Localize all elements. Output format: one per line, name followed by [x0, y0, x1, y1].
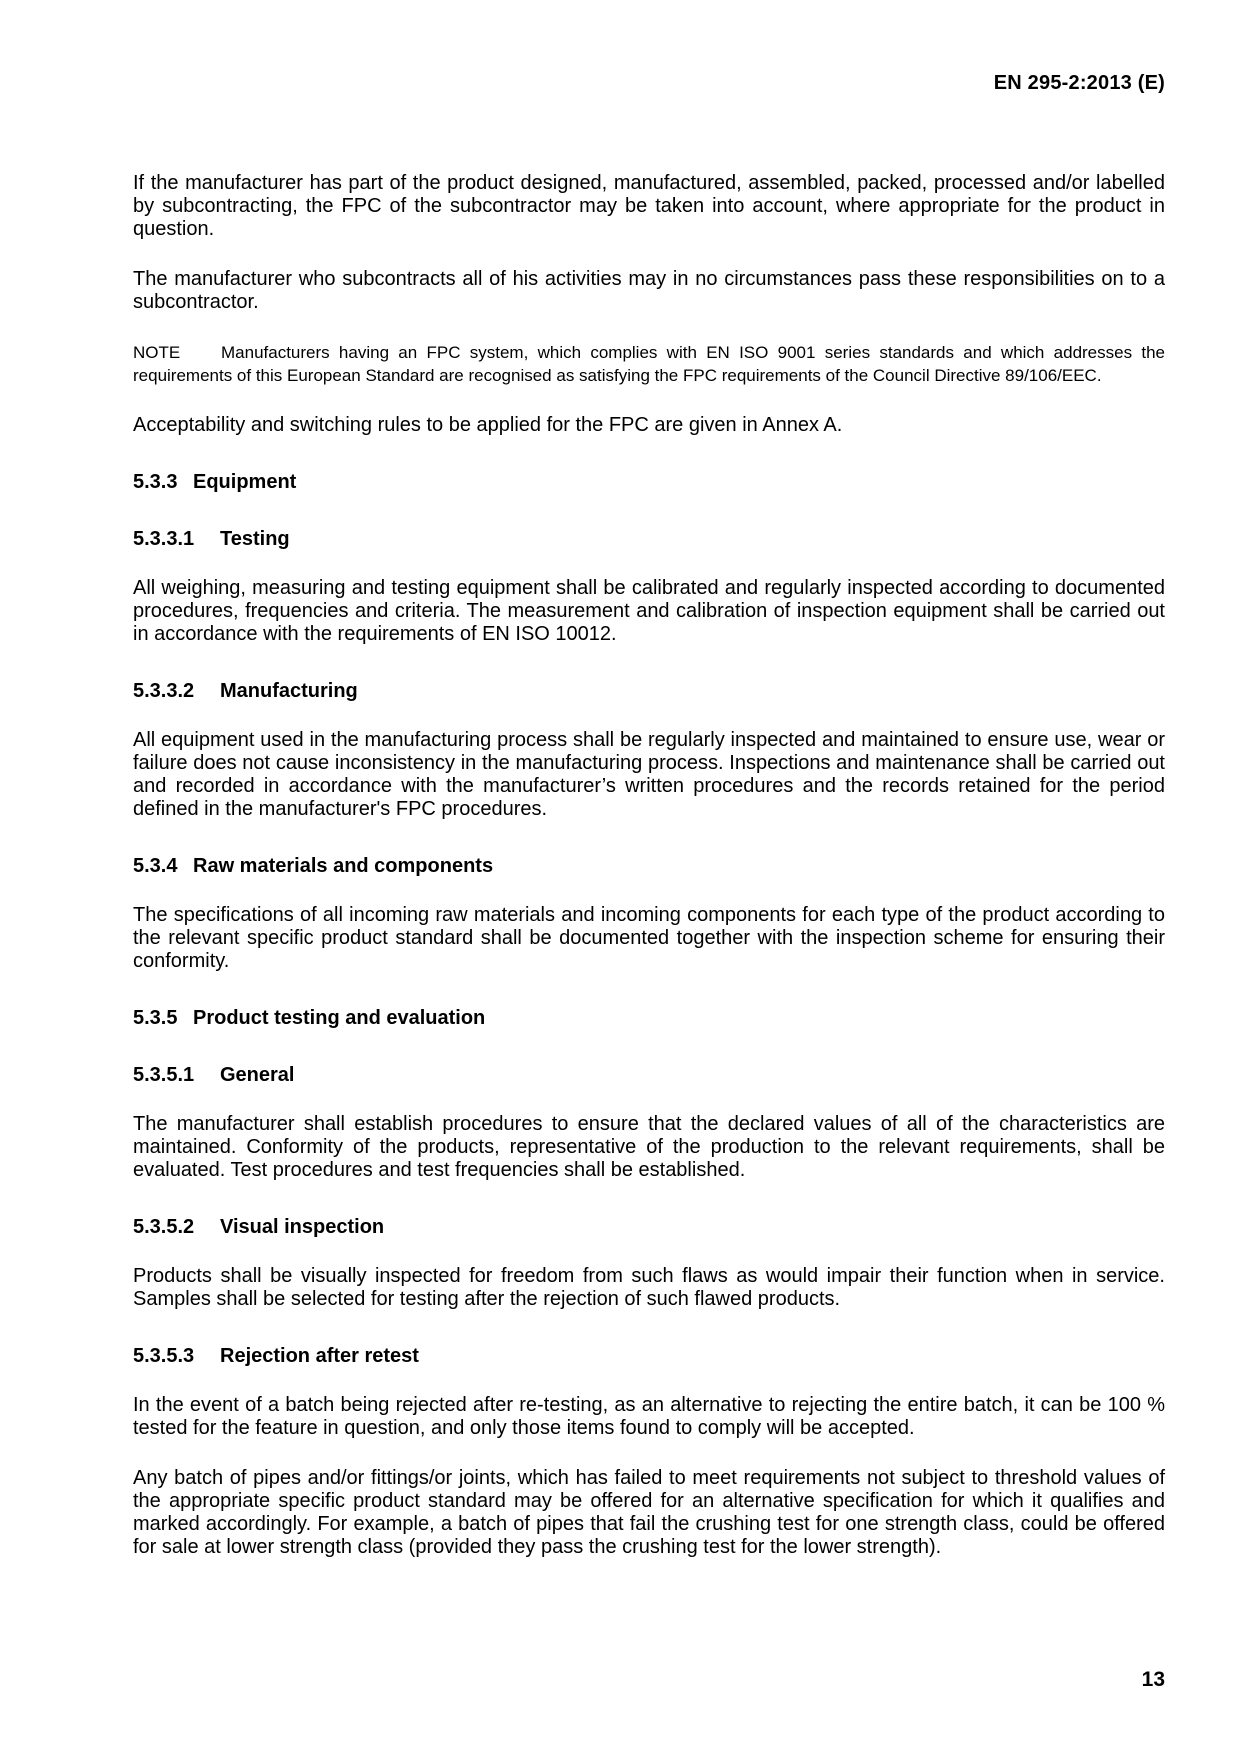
- para-manufacturing: All equipment used in the manufacturing process shall be regularly inspected and maintained to ensure use, wear or failure does not cause inconsistency in the manufacturing process. Inspections and maintenance shall be carried out and recorded in accordance with the manufacturer’s written procedures and the records retained for the period defined in the manufacturer's FPC procedures.: [133, 729, 1165, 820]
- para-raw-materials: The specifications of all incoming raw materials and incoming components for each type of the product according to the relevant specific product standard shall be documented together with the inspection scheme for ensuring their conformity.: [133, 904, 1165, 972]
- heading-number: 5.3.3.1: [133, 528, 195, 550]
- heading-title: Raw materials and components: [193, 855, 494, 877]
- heading-title: Manufacturing: [220, 680, 358, 702]
- heading-5-3-3: [133, 471, 1165, 494]
- note-text: Manufacturers having an FPC system, which complies with EN ISO 9001 series standards and which addresses the requirements of this European Standard are recognised as satisfying the FPC requirements of the Council Directive 89/106/EEC.: [133, 343, 1165, 385]
- document-body: [133, 172, 1165, 1559]
- para-rejection-retest-2: Any batch of pipes and/or fittings/or joints, which has failed to meet requirements not subject to threshold values of the appropriate specific product standard may be offered for an alternative specification for which it qualifies and marked accordingly. For example, a batch of pipes that fail the crushing test for one strength class, could be offered for sale at lower strength class (provided they pass the crushing test for the lower strength).: [133, 1467, 1165, 1558]
- heading-title: General: [220, 1064, 295, 1086]
- heading-title: Visual inspection: [220, 1216, 385, 1238]
- heading-5-3-5: [133, 1007, 1165, 1030]
- para-acceptability: Acceptability and switching rules to be applied for the FPC are given in Annex A.: [133, 414, 843, 436]
- heading-title: Product testing and evaluation: [193, 1007, 486, 1029]
- document-header-reference: EN 295-2:2013 (E): [993, 72, 1165, 94]
- heading-5-3-3-2: [133, 680, 1165, 703]
- para-subcontract-all: The manufacturer who subcontracts all of his activities may in no circumstances pass these responsibilities on to a subcontractor.: [133, 268, 1165, 313]
- heading-5-3-5-3: [133, 1345, 1165, 1368]
- heading-title: Rejection after retest: [220, 1345, 419, 1367]
- heading-number: 5.3.5.2: [133, 1216, 195, 1238]
- heading-number: 5.3.3: [133, 471, 178, 493]
- note-paragraph: [133, 341, 1165, 387]
- heading-number: 5.3.4: [133, 855, 178, 877]
- para-testing: All weighing, measuring and testing equipment shall be calibrated and regularly inspected according to documented procedures, frequencies and criteria. The measurement and calibration of inspection equipment shall be carried out in accordance with the requirements of EN ISO 10012.: [133, 577, 1165, 645]
- heading-number: 5.3.5.3: [133, 1345, 195, 1367]
- heading-5-3-5-1: [133, 1064, 1165, 1087]
- para-subcontract-part: If the manufacturer has part of the product designed, manufactured, assembled, packed, processed and/or labelled by subcontracting, the FPC of the subcontractor may be taken into account, where appropriate for the product in question.: [133, 172, 1165, 240]
- heading-5-3-4: [133, 855, 1165, 878]
- para-visual-inspection: Products shall be visually inspected for freedom from such flaws as would impair their function when in service. Samples shall be selected for testing after the rejection of such flawed products.: [133, 1265, 1165, 1310]
- heading-number: 5.3.5: [133, 1007, 178, 1029]
- para-rejection-retest-1: In the event of a batch being rejected after re-testing, as an alternative to rejecting the entire batch, it can be 100 % tested for the feature in question, and only those items found to comply will be accepted.: [133, 1394, 1165, 1439]
- heading-title: Equipment: [193, 471, 297, 493]
- heading-5-3-3-1: [133, 528, 1165, 551]
- heading-number: 5.3.5.1: [133, 1064, 195, 1086]
- note-label: NOTE: [133, 343, 181, 362]
- para-general: The manufacturer shall establish procedures to ensure that the declared values of all of the characteristics are maintained. Conformity of the products, representative of the production to the relevant requirements, shall be evaluated. Test procedures and test frequencies shall be established.: [133, 1113, 1165, 1181]
- heading-number: 5.3.3.2: [133, 680, 195, 702]
- page-number: 13: [1141, 1668, 1165, 1691]
- heading-title: Testing: [220, 528, 290, 550]
- heading-5-3-5-2: [133, 1216, 1165, 1239]
